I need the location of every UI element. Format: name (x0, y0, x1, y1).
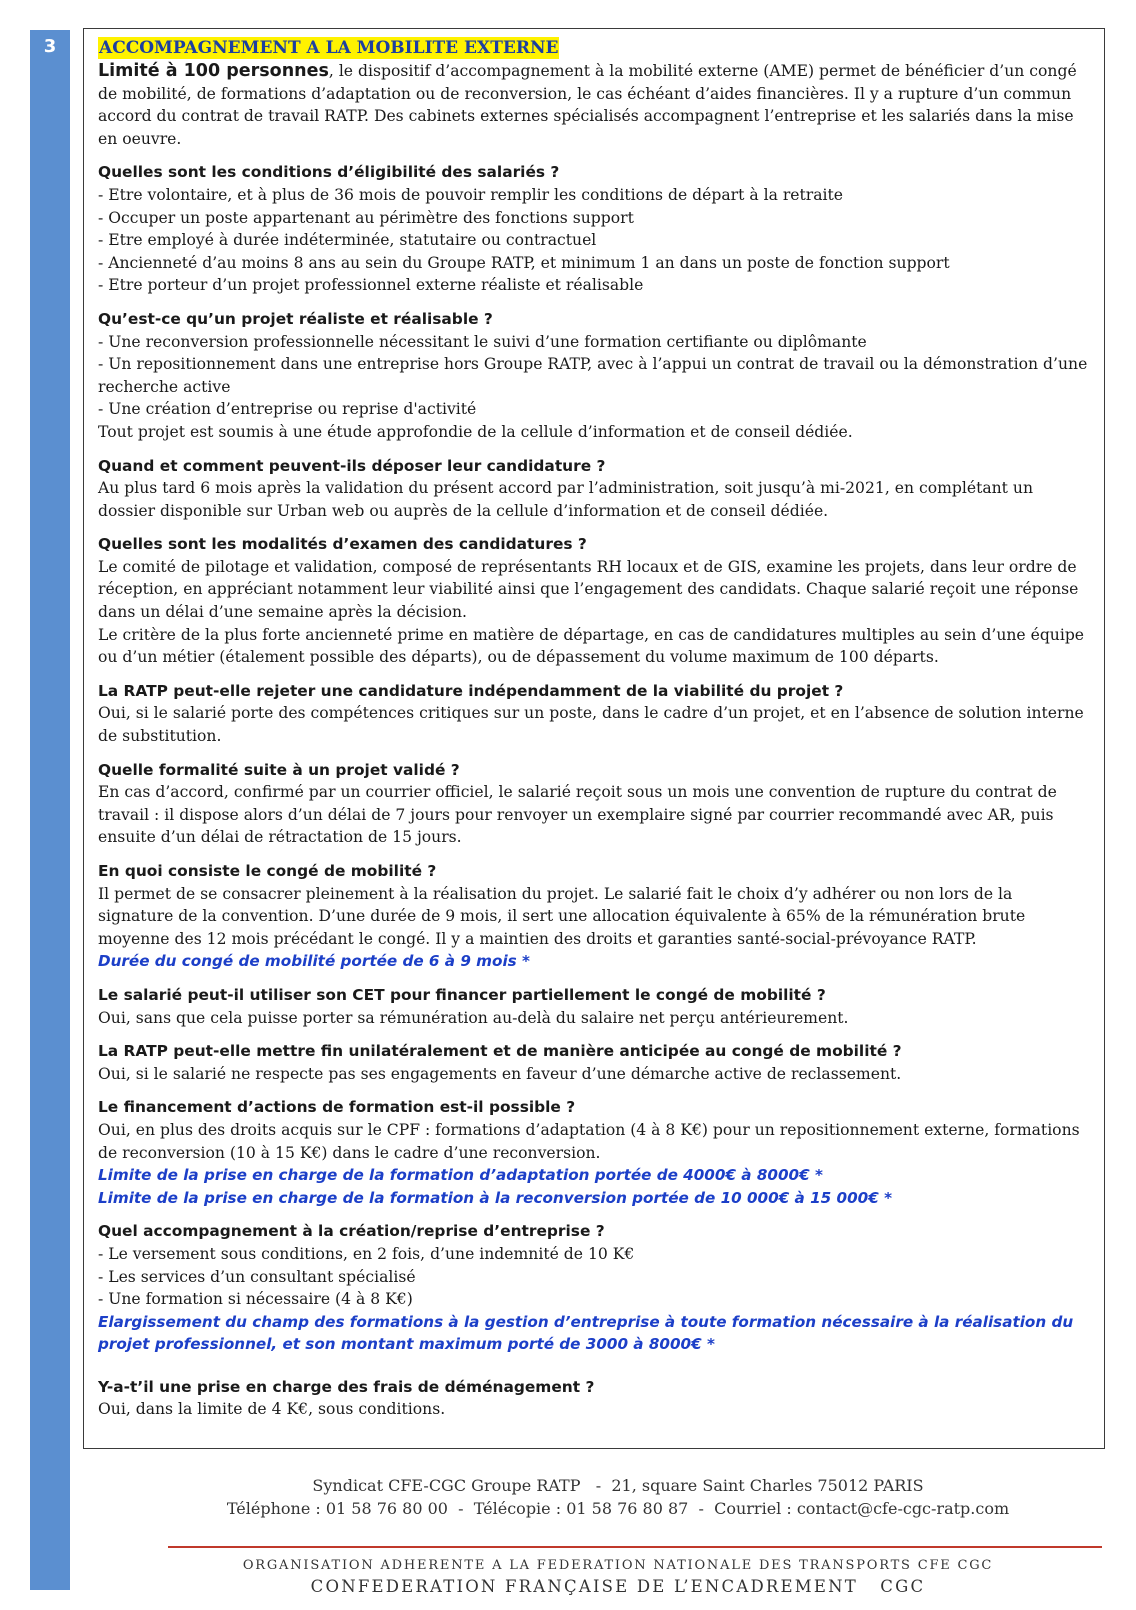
faq-item (98, 161, 1090, 297)
faq-answer-line: - Ancienneté d’au moins 8 ans au sein du Groupe RATP, et minimum 1 an dans un poste de fonction support (98, 253, 950, 272)
faq-item (98, 1220, 1090, 1356)
footer-address: Syndicat CFE-CGC Groupe RATP - 21, square Saint Charles 75012 PARIS (312, 1476, 924, 1495)
faq-answer-line: - Une reconversion professionnelle nécessitant le suivi d’une formation certifiante ou diplômante (98, 332, 867, 351)
faq-question: Quand et comment peuvent-ils déposer leur candidature ? (98, 456, 606, 475)
faq-answer-line: - Etre employé à durée indéterminée, statutaire ou contractuel (98, 231, 597, 250)
intro-paragraph (98, 60, 1090, 150)
faq-question: La RATP peut-elle mettre fin unilatéralement et de manière anticipée au congé de mobilité ? (98, 1042, 902, 1061)
faq-item (98, 680, 1090, 748)
faq-question: Qu’est-ce qu’un projet réaliste et réalisable ? (98, 309, 493, 328)
faq-question: Quelle formalité suite à un projet validé ? (98, 760, 460, 779)
section-sidebar (30, 30, 70, 1590)
faq-answer-line: - Etre volontaire, et à plus de 36 mois de pouvoir remplir les conditions de départ à la retraite (98, 185, 844, 204)
faq-highlight: Durée du congé de mobilité portée de 6 à 9 mois * (98, 952, 530, 971)
faq-answer-line: Tout projet est soumis à une étude approfondie de la cellule d’information et de conseil dédiée. (98, 422, 853, 441)
faq-item (98, 1096, 1090, 1209)
faq-question: Quelles sont les conditions d’éligibilité des salariés ? (98, 163, 560, 182)
intro-text: , le dispositif d’accompagnement à la mobilité externe (AME) permet de bénéficier d’un congé de mobilité, de formations d’adaptation ou de reconversion, le cas échéant d’aides financières. Il y a rupture d’un commun accord du contrat de travail RATP. Des cabinets externes spécialisés accompagnent l’entreprise et les salariés dans la mise en oeuvre. (98, 62, 1077, 148)
faq-question: Le financement d’actions de formation est-il possible ? (98, 1098, 576, 1117)
faq-answer-line: Oui, si le salarié porte des compétences critiques sur un poste, dans le cadre d’un projet, et en l’absence de solution interne de substitution. (98, 704, 1084, 746)
faq-answer-line: - Un repositionnement dans une entreprise hors Groupe RATP, avec à l’appui un contrat de travail ou la démonstration d’une recherche active (98, 355, 1088, 396)
section-heading (98, 37, 1090, 60)
faq-answer-line: - Le versement sous conditions, en 2 fois, d’une indemnité de 10 K€ (98, 1244, 635, 1263)
faq-answer-line: Il permet de se consacrer pleinement à la réalisation du projet. Le salarié fait le choix d’y adhérer ou non lors de la signature de la convention. D’une durée de 9 mois, il sert une allocation équivalente à 65% de la rémunération brute moyenne des 12 mois précédant le congé. Il y a maintien des droits et garanties santé-social-prévoyance RATP. (98, 884, 1026, 948)
faq-answer-line: Oui, en plus des droits acquis sur le CPF : formations d’adaptation (4 à 8 K€) pour un repositionnement externe, formations de reconversion (10 à 15 K€) dans le cadre d’une reconversion. (98, 1120, 1080, 1162)
faq-item (98, 1376, 1090, 1421)
faq-list (98, 161, 1090, 1421)
faq-answer-line: En cas d’accord, confirmé par un courrier officiel, le salarié reçoit sous un mois une convention de rupture du contrat de travail : il dispose alors d’un délai de 7 jours pour renvoyer un exemplaire signé par courrier recommandé avec AR, puis ensuite d’un délai de rétractation de 15 jours. (98, 783, 1057, 847)
faq-item (98, 984, 1090, 1029)
faq-item (98, 1040, 1090, 1085)
faq-question: Le salarié peut-il utiliser son CET pour financer partiellement le congé de mobilité ? (98, 985, 826, 1004)
section-title: ACCOMPAGNEMENT A LA MOBILITE EXTERNE (99, 38, 559, 58)
faq-answer-line: - Une création d’entreprise ou reprise d'activité (98, 400, 477, 419)
faq-answer-line: Oui, sans que cela puisse porter sa rémunération au-delà du salaire net perçu antérieurement. (98, 1008, 849, 1027)
faq-answer-line: Oui, dans la limite de 4 K€, sous conditions. (98, 1400, 446, 1419)
faq-question: Quel accompagnement à la création/reprise d’entreprise ? (98, 1222, 605, 1241)
faq-highlight: Limite de la prise en charge de la formation d’adaptation portée de 4000€ à 8000€ * (98, 1166, 823, 1185)
intro-lead: Limité à 100 personnes (98, 61, 329, 81)
section-number: 3 (43, 36, 57, 57)
footer-contact (0, 1474, 1136, 1520)
footer-federation: ORGANISATION ADHERENTE A LA FEDERATION NATIONALE DES TRANSPORTS CFE CGC (242, 1558, 994, 1573)
faq-answer-line: Oui, si le salarié ne respecte pas ses engagements en faveur d’une démarche active de reclassement. (98, 1064, 902, 1083)
faq-item (98, 455, 1090, 523)
faq-question: La RATP peut-elle rejeter une candidature indépendamment de la viabilité du projet ? (98, 681, 844, 700)
faq-item (98, 759, 1090, 849)
faq-answer-line: - Occuper un poste appartenant au périmètre des fonctions support (98, 208, 634, 227)
footer-organisation (0, 1556, 1136, 1598)
footer-phone-fax-email: Téléphone : 01 58 76 80 00 - Télécopie : 01 58 76 80 87 - Courriel : contact@cfe-cgc-ratp.com (226, 1499, 1010, 1518)
faq-answer-line: - Une formation si nécessaire (4 à 8 K€) (98, 1290, 413, 1309)
faq-answer-line: - Les services d’un consultant spécialisé (98, 1267, 416, 1286)
footer-divider (168, 1546, 1102, 1548)
footer-confederation: CONFEDERATION FRANÇAISE DE L’ENCADREMENT CGC (310, 1577, 926, 1596)
faq-answer-line: Le critère de la plus forte ancienneté prime en matière de départage, en cas de candidatures multiples au sein d’une équipe ou d’un métier (étalement possible des départs), ou de dépassement du volume maximum de 100 départs. (98, 625, 1085, 667)
faq-answer-line: - Etre porteur d’un projet professionnel externe réaliste et réalisable (98, 276, 644, 295)
faq-question: En quoi consiste le congé de mobilité ? (98, 862, 437, 880)
faq-item (98, 860, 1090, 973)
content-box (83, 28, 1105, 1449)
faq-answer-line: Le comité de pilotage et validation, composé de représentants RH locaux et de GIS, examine les projets, dans leur ordre de réception, en appréciant notamment leur viabilité ainsi que l’engagement des candidats. Chaque salarié reçoit une réponse dans un délai d’une semaine après la décision. (98, 557, 1079, 622)
faq-answer-line: Au plus tard 6 mois après la validation du présent accord par l’administration, soit jusqu’à mi-2021, en complétant un dossier disponible sur Urban web ou auprès de la cellule d’information et de conseil dédiée. (98, 479, 1033, 520)
faq-highlight: Limite de la prise en charge de la formation à la reconversion portée de 10 000€ à 15 000€ * (98, 1188, 893, 1207)
faq-highlight: Elargissement du champ des formations à la gestion d’entreprise à toute formation nécessaire à la réalisation du projet professionnel, et son montant maximum porté de 3000 à 8000€ * (98, 1312, 1074, 1354)
faq-question: Quelles sont les modalités d’examen des candidatures ? (98, 535, 587, 554)
faq-item (98, 308, 1090, 444)
faq-item (98, 533, 1090, 669)
faq-question: Y-a-t’il une prise en charge des frais de déménagement ? (98, 1377, 595, 1396)
